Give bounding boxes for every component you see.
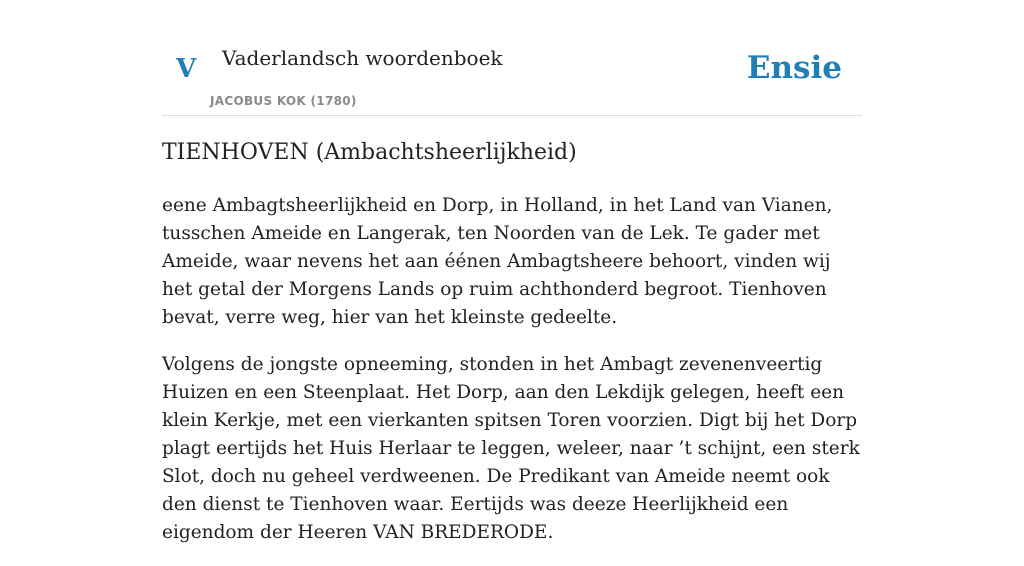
book-badge-icon[interactable]: V xyxy=(176,54,197,84)
entry-paragraph: Volgens de jongste opneeming, stonden in het Ambagt zevenenveertig Huizen en een Steenplaat. Het Dorp, aan den Lekdijk gelegen, heeft een klein Kerkje, met een vierkanten spitsen Toren voorzien. Digt bij het Dorp plagt eertijds het Huis Herlaar te leggen, weleer, naar ’t schijnt, een sterk Slot, doch nu geheel verdweenen. De Predikant van Ameide neemt ook den dienst te Tienhoven waar. Eertijds was deeze Heerlijkheid een eigendom der Heeren VAN BREDERODE. xyxy=(162,354,860,543)
entry-paragraph: eene Ambagtsheerlijkheid en Dorp, in Holland, in het Land van Vianen, tusschen Ameide en Langerak, ten Noorden van de Lek. Te gader met Ameide, waar nevens het aan éénen Ambagtsheere behoort, vinden wij het getal der Morgens Lands op ruim achthonderd begroot. Tienhoven bevat, verre weg, hier van het kleinste gedeelte. xyxy=(162,195,833,328)
book-title-link[interactable]: Vaderlandsch woordenboek xyxy=(222,46,503,70)
entry-title: TIENHOVEN (Ambachtsheerlijkheid) xyxy=(162,140,577,165)
ensie-logo-link[interactable]: Ensie xyxy=(746,50,842,86)
author-label: JACOBUS KOK (1780) xyxy=(210,94,357,108)
book-header xyxy=(162,40,862,116)
entry-content xyxy=(162,192,864,566)
